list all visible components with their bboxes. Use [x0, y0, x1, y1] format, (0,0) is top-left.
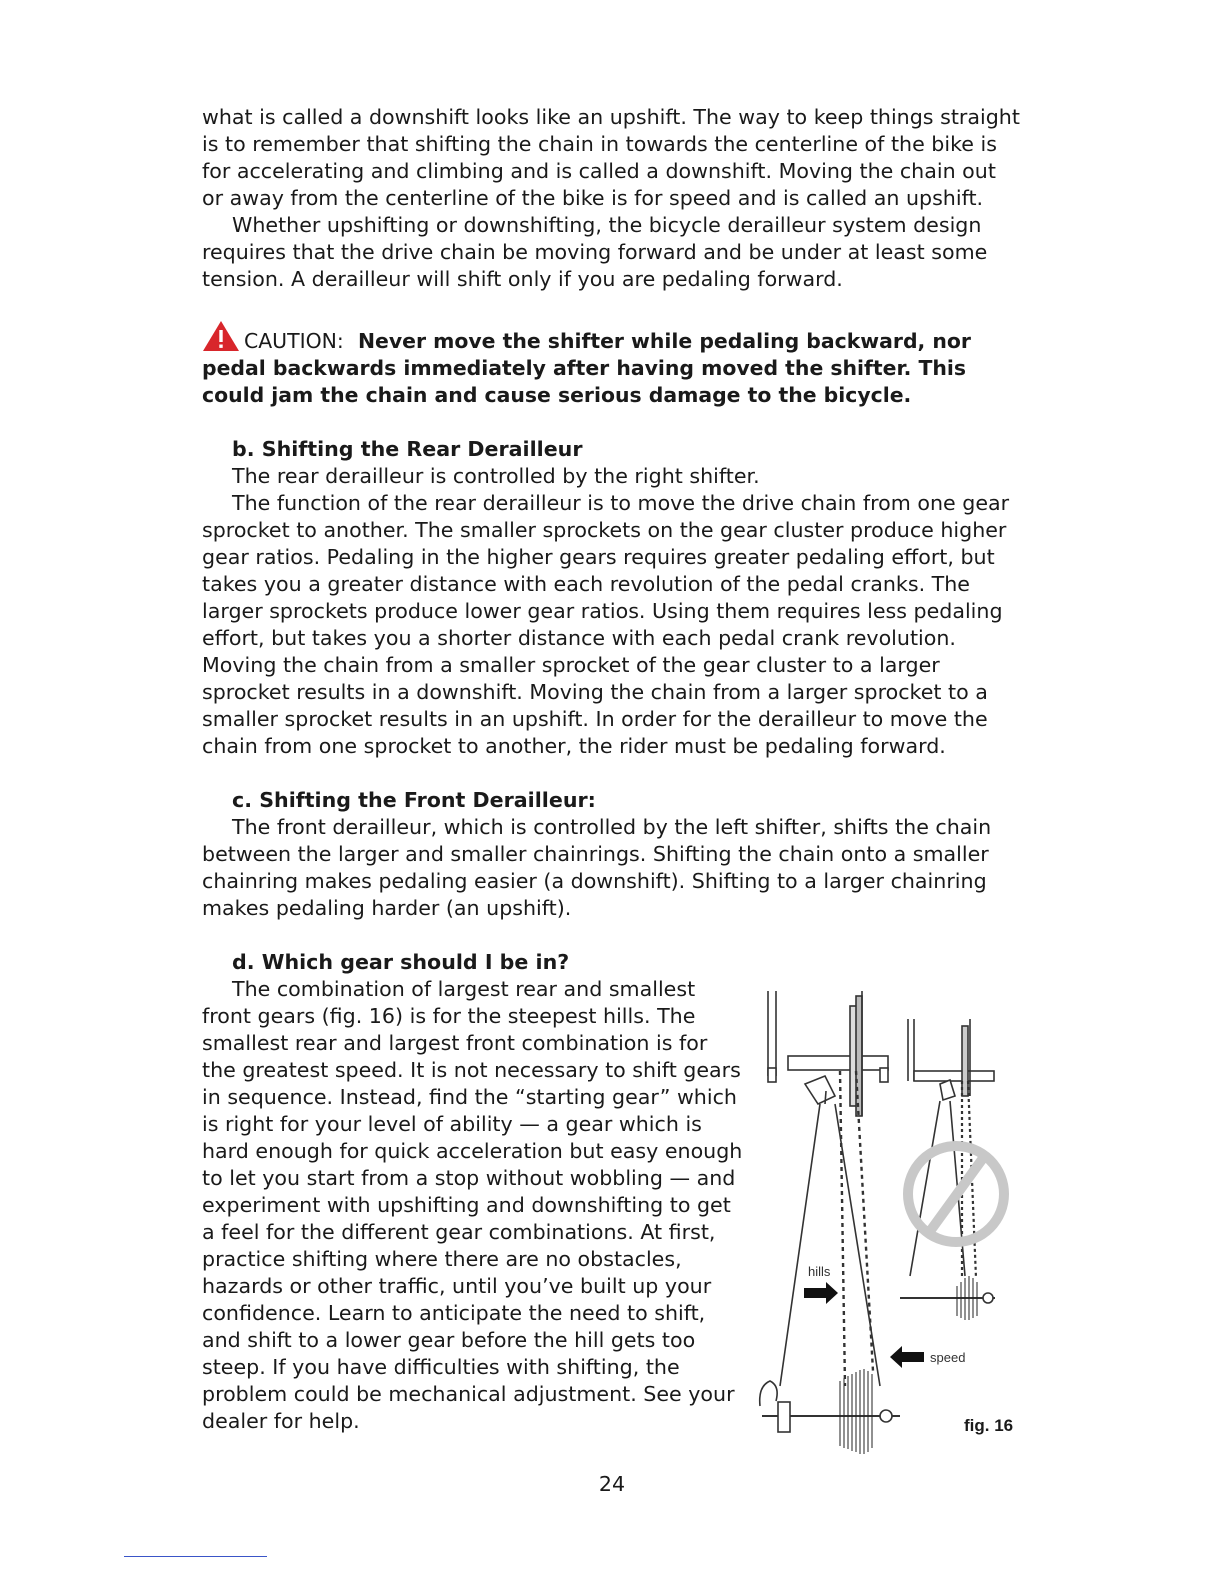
- section-d-heading: d. Which gear should I be in?: [232, 950, 570, 974]
- left-arrow-icon: [890, 1346, 924, 1368]
- section-b-heading: b. Shifting the Rear Derailleur: [232, 437, 583, 461]
- section-c-heading: c. Shifting the Front Derailleur:: [232, 788, 596, 812]
- rear-frame-small: [900, 1019, 1004, 1320]
- gear-diagram-figure: [750, 986, 1030, 1466]
- caution-block: [202, 320, 1022, 409]
- section-b-body: The function of the rear derailleur is to move the drive chain from one gear sprocket to another. The smaller sprockets on the gear cluster produce higher gear ratios. Pedaling in the higher gears requires greater pedaling effort, but takes you a greater distance with each revolution of the pedal cranks. The larger sprockets produce lower gear ratios. Using them requires less pedaling effort, but takes you a shorter distance with each pedal crank revolution. Moving the chain from a smaller sprocket of the gear cluster to a larger sprocket results in a downshift. Moving the chain from a larger sprocket to a smaller sprocket results in an upshift. In order for the derailleur to move the chain from one sprocket to another, the rider must be pedaling forward.: [202, 491, 1010, 758]
- intro-paragraph: what is called a downshift looks like an upshift. The way to keep things straight is to remember that shifting the chain in towards the centerline of the bike is for accelerating and climbing and is called a downshift. Moving the chain out or away from the centerline of the bike is for speed and is called an upshift.: [202, 105, 1020, 210]
- rear-frame-large: [760, 991, 900, 1454]
- section-c-body: The front derailleur, which is controlled by the left shifter, shifts the chain between the larger and smaller chainrings. Shifting the chain onto a smaller chainring makes pedaling easier (a downshift). Shifting to a larger chainring makes pedaling harder (an upshift).: [202, 815, 992, 920]
- section-d-body: The combination of largest rear and smallest front gears (fig. 16) is for the steepest hills. The smallest rear and largest front combination is for the greatest speed. It is not necessary to shift gears in sequence. Instead, find the “starting gear” which is right for your level of ability — a gear which is hard enough for quick acceleration but easy enough to let you start from a stop without wobbling — and experiment with upshifting and downshifting to get a feel for the different gear combinations. At first, practice shifting where there are no obstacles, hazards or other traffic, until you’ve built up your confidence. Learn to anticipate the need to shift, and shift to a lower gear before the hill gets too steep. If you have difficulties with shifting, the problem could be mechanical adjustment. See your dealer for help.: [202, 977, 743, 1433]
- footer-rule: [124, 1556, 267, 1557]
- right-arrow-icon: [804, 1282, 838, 1304]
- figure-label: fig. 16: [964, 1416, 1014, 1435]
- warning-triangle-icon: [202, 320, 240, 352]
- caution-label: CAUTION:: [244, 329, 344, 353]
- speed-label: speed: [930, 1350, 966, 1365]
- tension-paragraph: Whether upshifting or downshifting, the bicycle derailleur system design requires that the drive chain be moving forward and be under at least some tension. A derailleur will shift only if you are pedaling forward.: [202, 213, 988, 291]
- caution-text: Never move the shifter while pedaling backward, nor pedal backwards immediately after having moved the shifter. This could jam the chain and cause serious damage to the bicycle.: [202, 329, 971, 407]
- hills-label: hills: [808, 1264, 831, 1279]
- section-b-intro: The rear derailleur is controlled by the right shifter.: [232, 464, 760, 488]
- page-number: 24: [598, 1472, 626, 1496]
- hills-arrow: [804, 1264, 838, 1304]
- speed-arrow: [890, 1346, 965, 1368]
